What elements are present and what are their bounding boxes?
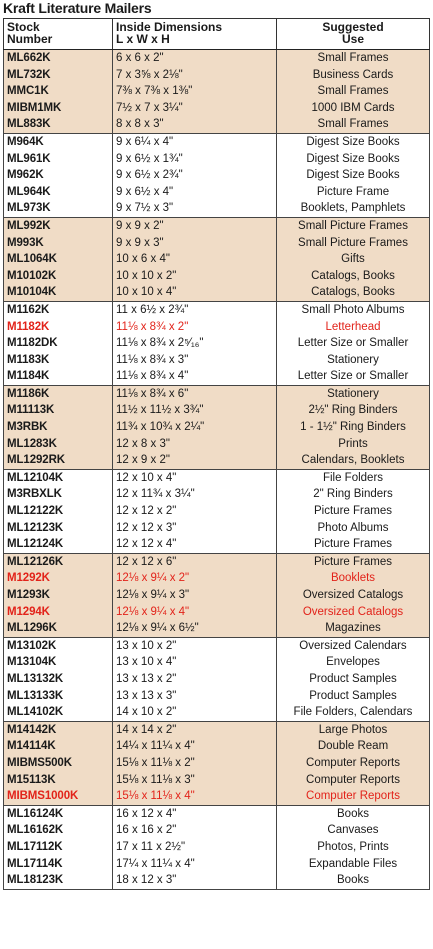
dimensions-cell: 11½ x 11½ x 3¾" (113, 402, 277, 419)
table-row (4, 772, 430, 789)
dimensions-cell: 15⅛ x 11⅛ x 2" (113, 755, 277, 772)
dimensions-cell: 7 x 3⅝ x 2⅛" (113, 67, 277, 84)
stock-number-cell: ML883K (4, 116, 113, 133)
stock-number-cell: ML12124K (4, 536, 113, 553)
stock-number-cell: ML1292RK (4, 452, 113, 469)
stock-number-cell: M1182DK (4, 335, 113, 352)
suggested-use-cell: Small Picture Frames (277, 235, 430, 252)
stock-number-cell: MIBMS1000K (4, 788, 113, 805)
dimensions-cell: 10 x 10 x 2" (113, 268, 277, 285)
dimensions-cell: 13 x 10 x 2" (113, 637, 277, 654)
header-dims-line2: L x W x H (116, 32, 170, 46)
dimensions-cell: 18 x 12 x 3" (113, 872, 277, 889)
stock-number-cell: M3RBK (4, 419, 113, 436)
stock-number-cell: M1292K (4, 570, 113, 587)
suggested-use-cell: Oversized Catalogs (277, 604, 430, 621)
stock-number-cell: M15113K (4, 772, 113, 789)
dimensions-cell: 15⅛ x 11⅛ x 3" (113, 772, 277, 789)
suggested-use-cell: Small Frames (277, 83, 430, 100)
dimensions-cell: 11¾ x 10¾ x 2¼" (113, 419, 277, 436)
suggested-use-cell: Catalogs, Books (277, 268, 430, 285)
dimensions-cell: 13 x 13 x 3" (113, 688, 277, 705)
dimensions-cell: 10 x 10 x 4" (113, 284, 277, 301)
suggested-use-cell: Picture Frames (277, 503, 430, 520)
table-row (4, 503, 430, 520)
stock-number-cell: M1186K (4, 385, 113, 402)
suggested-use-cell: 1000 IBM Cards (277, 100, 430, 117)
suggested-use-cell: 2" Ring Binders (277, 486, 430, 503)
page-title: Kraft Literature Mailers (3, 0, 152, 16)
stock-number-cell: ML18123K (4, 872, 113, 889)
table-row (4, 83, 430, 100)
header-use-line2: Use (341, 32, 364, 46)
table-row (4, 67, 430, 84)
table-row (4, 738, 430, 755)
table-row (4, 268, 430, 285)
suggested-use-cell: Letterhead (277, 319, 430, 336)
dimensions-cell: 12 x 8 x 3" (113, 436, 277, 453)
suggested-use-cell: Booklets, Pamphlets (277, 200, 430, 217)
suggested-use-cell: Calendars, Booklets (277, 452, 430, 469)
table-row (4, 570, 430, 587)
table-row (4, 839, 430, 856)
stock-number-cell: ML973K (4, 200, 113, 217)
suggested-use-cell: Digest Size Books (277, 133, 430, 150)
suggested-use-cell: Magazines (277, 620, 430, 637)
dimensions-cell: 9 x 7½ x 3" (113, 200, 277, 217)
suggested-use-cell: Photo Albums (277, 520, 430, 537)
dimensions-cell: 14¼ x 11¼ x 4" (113, 738, 277, 755)
table-row (4, 368, 430, 385)
table-header (4, 19, 430, 50)
table-row (4, 620, 430, 637)
table-row (4, 604, 430, 621)
suggested-use-cell: Digest Size Books (277, 151, 430, 168)
stock-number-cell: M11113K (4, 402, 113, 419)
table-row (4, 402, 430, 419)
suggested-use-cell: Oversized Catalogs (277, 587, 430, 604)
stock-number-cell: MIBM1MK (4, 100, 113, 117)
suggested-use-cell: Picture Frames (277, 553, 430, 570)
dimensions-cell: 15⅛ x 11⅛ x 4" (113, 788, 277, 805)
table-row (4, 637, 430, 654)
dimensions-cell: 9 x 9 x 3" (113, 235, 277, 252)
stock-number-cell: M993K (4, 235, 113, 252)
header-suggested-use (277, 19, 430, 50)
dimensions-cell: 12 x 10 x 4" (113, 469, 277, 486)
table-row (4, 856, 430, 873)
table-row (4, 319, 430, 336)
suggested-use-cell: Picture Frames (277, 536, 430, 553)
dimensions-cell: 11 x 6½ x 2¾" (113, 301, 277, 318)
stock-number-cell: ML14102K (4, 704, 113, 721)
table-row (4, 385, 430, 402)
suggested-use-cell: Letter Size or Smaller (277, 368, 430, 385)
dimensions-cell: 6 x 6 x 2" (113, 50, 277, 67)
table-row (4, 116, 430, 133)
suggested-use-cell: Small Photo Albums (277, 301, 430, 318)
stock-number-cell: M10104K (4, 284, 113, 301)
table-row (4, 133, 430, 150)
stock-number-cell: M13104K (4, 654, 113, 671)
suggested-use-cell: Computer Reports (277, 772, 430, 789)
suggested-use-cell: Computer Reports (277, 755, 430, 772)
dimensions-cell: 7⅜ x 7⅜ x 1⅜" (113, 83, 277, 100)
table-row (4, 688, 430, 705)
suggested-use-cell: Envelopes (277, 654, 430, 671)
dimensions-cell: 11⅛ x 8¾ x 2⁵⁄₁₆" (113, 335, 277, 352)
table-row (4, 419, 430, 436)
dimensions-cell: 14 x 14 x 2" (113, 721, 277, 738)
dimensions-cell: 11⅛ x 8¾ x 6" (113, 385, 277, 402)
header-stock-line1: Stock (7, 20, 40, 34)
suggested-use-cell: File Folders (277, 469, 430, 486)
table-row (4, 822, 430, 839)
suggested-use-cell: Large Photos (277, 721, 430, 738)
dimensions-cell: 16 x 12 x 4" (113, 805, 277, 822)
header-stock-number (4, 19, 113, 50)
suggested-use-cell: Photos, Prints (277, 839, 430, 856)
table-row (4, 235, 430, 252)
table-row (4, 520, 430, 537)
suggested-use-cell: Picture Frame (277, 184, 430, 201)
suggested-use-cell: 2½" Ring Binders (277, 402, 430, 419)
stock-number-cell: M1183K (4, 352, 113, 369)
stock-number-cell: M1162K (4, 301, 113, 318)
suggested-use-cell: Catalogs, Books (277, 284, 430, 301)
suggested-use-cell: Business Cards (277, 67, 430, 84)
suggested-use-cell: Small Frames (277, 50, 430, 67)
stock-number-cell: ML662K (4, 50, 113, 67)
dimensions-cell: 17¼ x 11¼ x 4" (113, 856, 277, 873)
suggested-use-cell: Prints (277, 436, 430, 453)
dimensions-cell: 12 x 9 x 2" (113, 452, 277, 469)
suggested-use-cell: 1 - 1½" Ring Binders (277, 419, 430, 436)
table-row (4, 301, 430, 318)
table-row (4, 167, 430, 184)
table-row (4, 352, 430, 369)
table-row (4, 671, 430, 688)
suggested-use-cell: Stationery (277, 352, 430, 369)
dimensions-cell: 9 x 6¼ x 4" (113, 133, 277, 150)
header-stock-line2: Number (7, 32, 53, 46)
stock-number-cell: ML16162K (4, 822, 113, 839)
stock-number-cell: M3RBXLK (4, 486, 113, 503)
suggested-use-cell: Oversized Calendars (277, 637, 430, 654)
dimensions-cell: 12 x 12 x 2" (113, 503, 277, 520)
table-row (4, 50, 430, 67)
table-row (4, 200, 430, 217)
table-row (4, 100, 430, 117)
suggested-use-cell: Digest Size Books (277, 167, 430, 184)
dimensions-cell: 10 x 6 x 4" (113, 251, 277, 268)
table-row (4, 721, 430, 738)
stock-number-cell: M14114K (4, 738, 113, 755)
stock-number-cell: M1184K (4, 368, 113, 385)
suggested-use-cell: Small Frames (277, 116, 430, 133)
suggested-use-cell: Stationery (277, 385, 430, 402)
dimensions-cell: 12⅛ x 9¼ x 4" (113, 604, 277, 621)
table-row (4, 469, 430, 486)
stock-number-cell: ML964K (4, 184, 113, 201)
suggested-use-cell: Product Samples (277, 671, 430, 688)
suggested-use-cell: Books (277, 872, 430, 889)
dimensions-cell: 9 x 9 x 2" (113, 217, 277, 234)
table-row (4, 486, 430, 503)
table-row (4, 151, 430, 168)
dimensions-cell: 12⅛ x 9¼ x 2" (113, 570, 277, 587)
dimensions-cell: 9 x 6½ x 2¾" (113, 167, 277, 184)
stock-number-cell: M962K (4, 167, 113, 184)
suggested-use-cell: File Folders, Calendars (277, 704, 430, 721)
stock-number-cell: M964K (4, 133, 113, 150)
stock-number-cell: M14142K (4, 721, 113, 738)
stock-number-cell: ML12126K (4, 553, 113, 570)
stock-number-cell: ML16124K (4, 805, 113, 822)
dimensions-cell: 12⅛ x 9¼ x 3" (113, 587, 277, 604)
stock-number-cell: ML12104K (4, 469, 113, 486)
dimensions-cell: 13 x 13 x 2" (113, 671, 277, 688)
table-body (4, 50, 430, 890)
stock-number-cell: M1182K (4, 319, 113, 336)
dimensions-cell: 9 x 6½ x 1¾" (113, 151, 277, 168)
stock-number-cell: M10102K (4, 268, 113, 285)
header-use-line1: Suggested (322, 20, 384, 34)
stock-number-cell: ML13132K (4, 671, 113, 688)
table-row (4, 872, 430, 889)
dimensions-cell: 11⅛ x 8¾ x 2" (113, 319, 277, 336)
table-row (4, 587, 430, 604)
suggested-use-cell: Expandable Files (277, 856, 430, 873)
stock-number-cell: ML1296K (4, 620, 113, 637)
table-row (4, 436, 430, 453)
stock-number-cell: ML1064K (4, 251, 113, 268)
stock-number-cell: ML12123K (4, 520, 113, 537)
dimensions-cell: 14 x 10 x 2" (113, 704, 277, 721)
dimensions-cell: 12 x 12 x 6" (113, 553, 277, 570)
table-row (4, 251, 430, 268)
stock-number-cell: ML13133K (4, 688, 113, 705)
table-row (4, 217, 430, 234)
mailers-table (3, 18, 430, 890)
table-row (4, 335, 430, 352)
dimensions-cell: 12⅛ x 9¼ x 6½" (113, 620, 277, 637)
suggested-use-cell: Letter Size or Smaller (277, 335, 430, 352)
stock-number-cell: ML732K (4, 67, 113, 84)
dimensions-cell: 17 x 11 x 2½" (113, 839, 277, 856)
stock-number-cell: MMC1K (4, 83, 113, 100)
dimensions-cell: 13 x 10 x 4" (113, 654, 277, 671)
table-row (4, 654, 430, 671)
table-row (4, 755, 430, 772)
header-dims-line1: Inside Dimensions (116, 20, 223, 34)
stock-number-cell: ML17112K (4, 839, 113, 856)
dimensions-cell: 16 x 16 x 2" (113, 822, 277, 839)
dimensions-cell: 11⅛ x 8¾ x 4" (113, 368, 277, 385)
table-row (4, 284, 430, 301)
dimensions-cell: 12 x 12 x 4" (113, 536, 277, 553)
stock-number-cell: M1294K (4, 604, 113, 621)
suggested-use-cell: Small Picture Frames (277, 217, 430, 234)
suggested-use-cell: Gifts (277, 251, 430, 268)
table-row (4, 553, 430, 570)
table-row (4, 184, 430, 201)
table-row (4, 704, 430, 721)
stock-number-cell: M1293K (4, 587, 113, 604)
suggested-use-cell: Canvases (277, 822, 430, 839)
table-row (4, 536, 430, 553)
dimensions-cell: 12 x 12 x 3" (113, 520, 277, 537)
suggested-use-cell: Booklets (277, 570, 430, 587)
table-row (4, 788, 430, 805)
dimensions-cell: 9 x 6½ x 4" (113, 184, 277, 201)
header-inside-dimensions (113, 19, 277, 50)
suggested-use-cell: Computer Reports (277, 788, 430, 805)
stock-number-cell: M13102K (4, 637, 113, 654)
dimensions-cell: 7½ x 7 x 3¼" (113, 100, 277, 117)
dimensions-cell: 12 x 11¾ x 3¼" (113, 486, 277, 503)
stock-number-cell: ML1283K (4, 436, 113, 453)
dimensions-cell: 11⅛ x 8¾ x 3" (113, 352, 277, 369)
table-row (4, 452, 430, 469)
suggested-use-cell: Product Samples (277, 688, 430, 705)
table-row (4, 805, 430, 822)
stock-number-cell: ML12122K (4, 503, 113, 520)
suggested-use-cell: Books (277, 805, 430, 822)
stock-number-cell: MIBMS500K (4, 755, 113, 772)
stock-number-cell: ML992K (4, 217, 113, 234)
stock-number-cell: ML17114K (4, 856, 113, 873)
stock-number-cell: ML961K (4, 151, 113, 168)
suggested-use-cell: Double Ream (277, 738, 430, 755)
dimensions-cell: 8 x 8 x 3" (113, 116, 277, 133)
